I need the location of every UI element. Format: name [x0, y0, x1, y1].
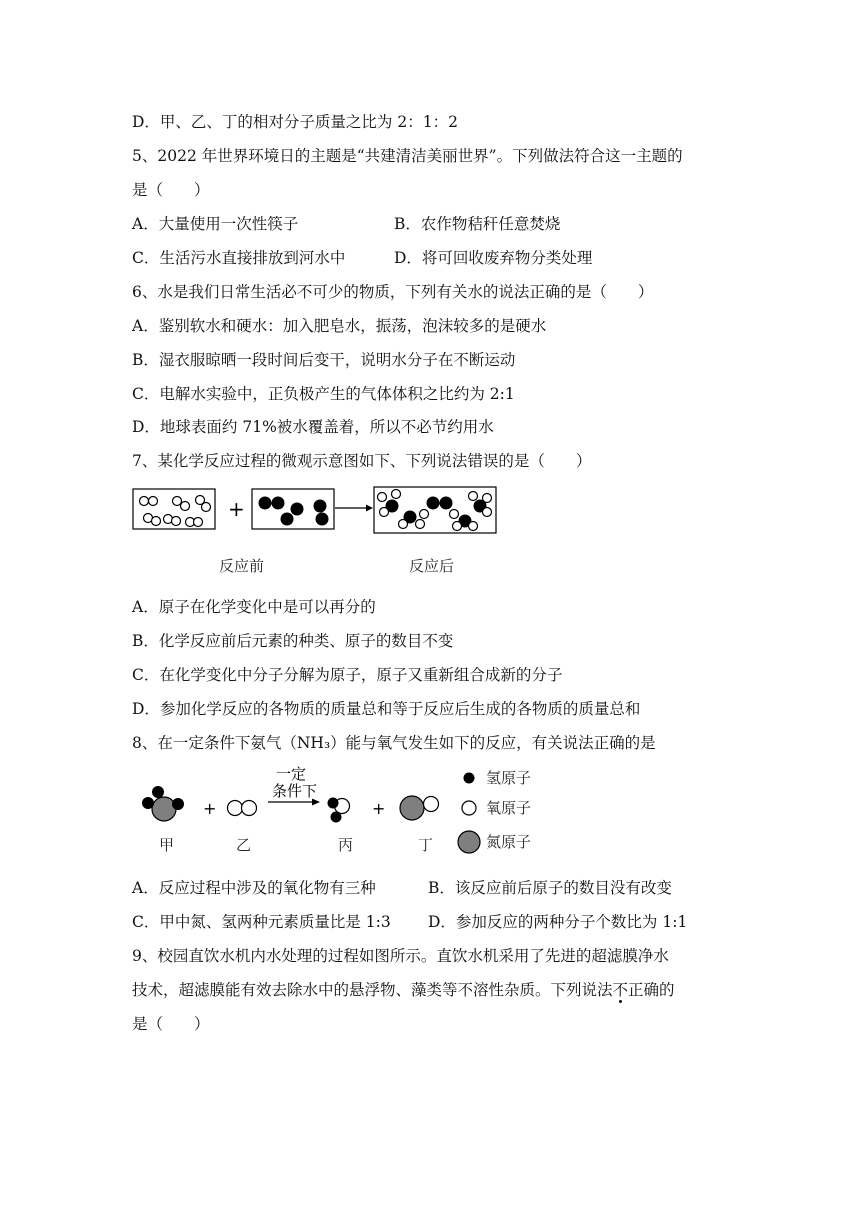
q8-molecule-ding	[400, 796, 439, 820]
q8-molecule-bing	[328, 798, 350, 823]
q9-emphasis-not: 不	[612, 981, 629, 999]
q8-option-c: C．甲中氮、氢两种元素质量比是 1:3	[132, 913, 391, 931]
q8-option-d: D．参加反应的两种分子个数比为 1:1	[428, 913, 688, 931]
q7-option-d: D．参加化学反应的各物质的质量总和等于反应后生成的各物质的质量总和	[132, 700, 641, 718]
q9-stem-line2	[132, 980, 675, 1000]
legend-hydrogen-swatch	[464, 773, 475, 784]
q8-arrow-condition-bottom: 条件下	[272, 782, 318, 800]
q5-option-a: A．大量使用一次性筷子	[132, 215, 299, 233]
q6-option-a: A．鉴别软水和硬水：加入肥皂水，振荡，泡沫较多的是硬水	[132, 317, 547, 335]
q8-legend	[458, 769, 531, 853]
q5-stem-line2: 是（ ）	[132, 181, 210, 199]
q8-plus-2: +	[372, 799, 386, 818]
q9-stem-line2-text: 技术，超滤膜能有效去除水中的悬浮物、藻类等不溶性杂质。下列说法	[132, 981, 613, 999]
q8-options-cd	[132, 912, 688, 932]
legend-oxygen-label: 氧原子	[486, 799, 532, 817]
q8-label-jia: 甲	[159, 836, 175, 854]
q7-label-before: 反应前	[219, 557, 265, 575]
q5-option-c: C．生活污水直接排放到河水中	[132, 249, 346, 267]
q6-option-c: C．电解水实验中，正负极产生的气体体积之比约为 2:1	[132, 385, 515, 403]
legend-nitrogen-label: 氮原子	[486, 833, 532, 851]
q5-options-ab	[132, 214, 561, 234]
q7-label-after: 反应后	[409, 557, 455, 575]
q8-reaction-diagram	[130, 762, 550, 858]
q4-option-d: D．甲、乙、丁的相对分子质量之比为 2：1：2	[132, 113, 458, 131]
q8-label-bing: 丙	[338, 836, 354, 854]
q8-label-ding: 丁	[418, 836, 434, 854]
q8-options-ab	[132, 878, 672, 898]
q8-option-a: A．反应过程中涉及的氧化物有三种	[132, 879, 376, 897]
q6-option-d: D．地球表面约 71%被水覆盖着，所以不必节约用水	[132, 418, 494, 436]
q8-molecule-jia	[142, 786, 184, 821]
q9-stem-line3: 是（ ）	[132, 1015, 210, 1033]
q9-stem-line1: 9、校园直饮水机内水处理的过程如图所示。直饮水机采用了先进的超滤膜净水	[132, 947, 669, 965]
q7-reaction-diagram	[130, 484, 510, 579]
q6-stem: 6、水是我们日常生活必不可少的物质，下列有关水的说法正确的是（ ）	[132, 283, 654, 301]
legend-nitrogen-swatch	[458, 831, 480, 853]
q8-label-yi: 乙	[236, 836, 252, 854]
q9-stem-line2-tail: 正确的	[628, 981, 675, 999]
q5-option-b: B．农作物秸秆任意焚烧	[394, 215, 561, 233]
q7-option-a: A．原子在化学变化中是可以再分的	[132, 598, 376, 616]
q7-stem: 7、某化学反应过程的微观示意图如下、下列说法错误的是（ ）	[132, 452, 592, 470]
q5-option-d: D．将可回收废弃物分类处理	[394, 249, 593, 267]
q7-option-b: B．化学反应前后元素的种类、原子的数目不变	[132, 632, 454, 650]
q6-option-b: B．湿衣服晾晒一段时间后变干，说明水分子在不断运动	[132, 351, 516, 369]
q8-molecule-yi	[228, 801, 257, 816]
q8-plus-1: +	[203, 799, 217, 818]
q8-stem: 8、在一定条件下氨气（NH₃）能与氧气发生如下的反应，有关说法正确的是	[132, 734, 656, 752]
legend-oxygen-swatch	[462, 801, 476, 815]
q8-option-b: B．该反应前后原子的数目没有改变	[428, 879, 672, 897]
q7-plus: +	[228, 497, 245, 521]
q5-stem-line1: 5、2022 年世界环境日的主题是“共建清洁美丽世界”。下列做法符合这一主题的	[132, 147, 683, 165]
q7-option-c: C．在化学变化中分子分解为原子，原子又重新组合成新的分子	[132, 666, 563, 684]
legend-hydrogen-label: 氢原子	[486, 769, 532, 787]
q8-arrow-condition-top: 一定	[276, 765, 307, 783]
q5-options-cd	[132, 248, 593, 268]
